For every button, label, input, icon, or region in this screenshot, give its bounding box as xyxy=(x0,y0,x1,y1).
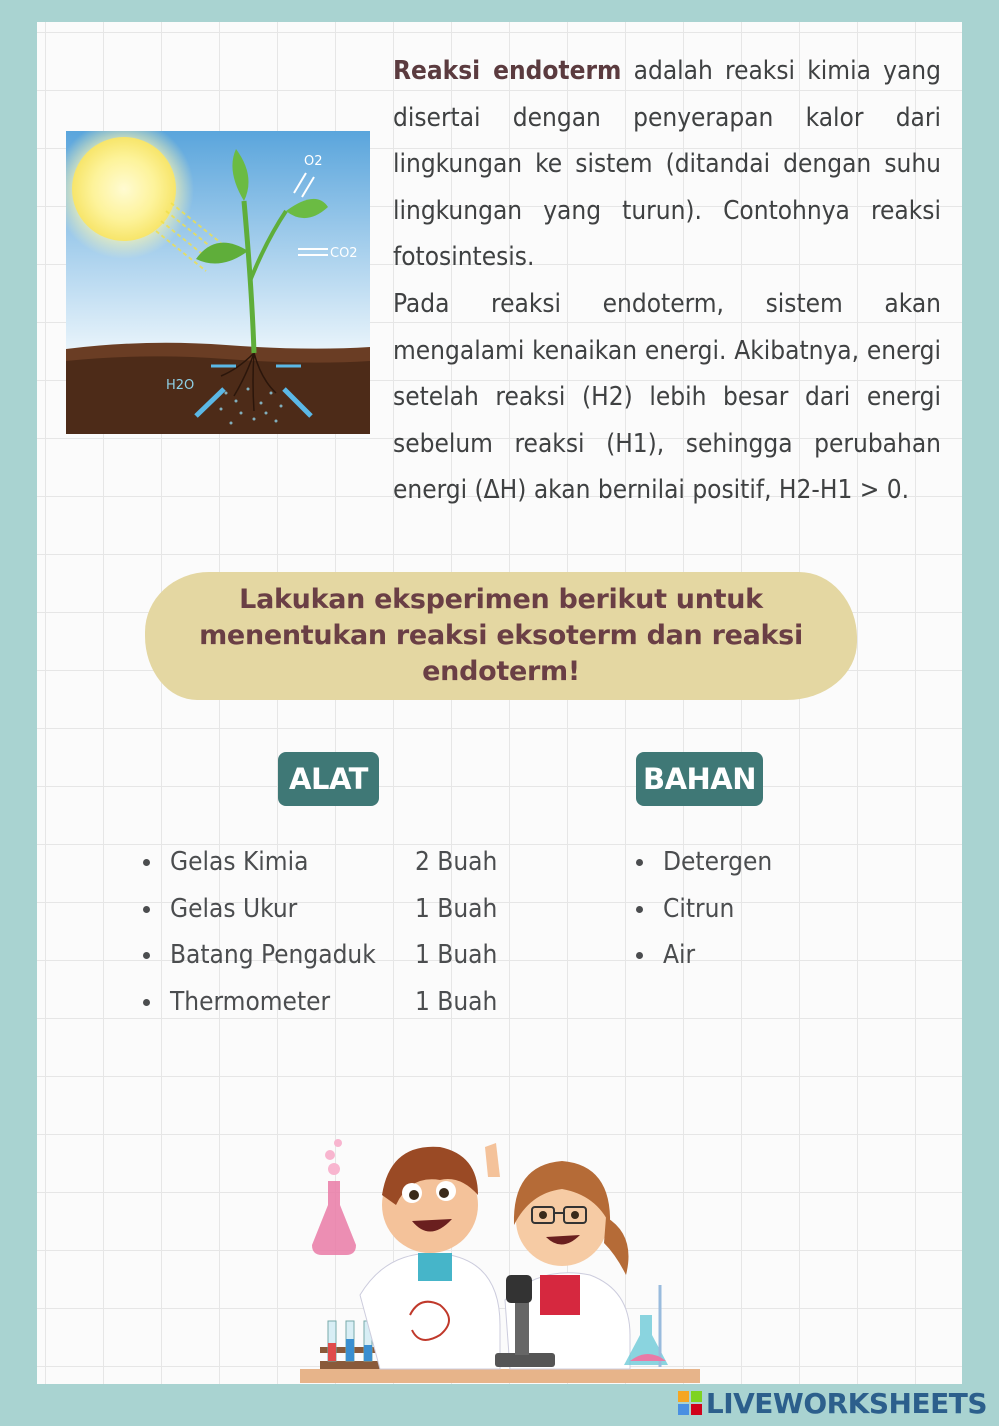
bullet-icon xyxy=(636,859,643,866)
h2o-label: H2O xyxy=(166,378,195,393)
endoterm-explanation: Pada reaksi endoterm, sistem akan mengalami kenaikan energi. Akibatnya, energi setelah reaksi (H2) lebih besar dari energi sebelum reaksi (H1), sehingga perubahan energi (ΔH) akan bernilai positif, H2-H1 > 0. xyxy=(393,289,941,506)
liveworksheets-logo xyxy=(678,1385,987,1421)
list-item xyxy=(143,886,523,933)
bullet-icon xyxy=(636,952,643,959)
list-item xyxy=(636,886,836,933)
alat-name: Batang Pengaduk xyxy=(170,940,376,970)
bullet-icon xyxy=(143,999,150,1006)
scientist-kids-illustration xyxy=(300,1125,700,1385)
definition-text: adalah reaksi kimia yang disertai dengan penyerapan kalor dari lingkungan ke sistem (ditandai dengan suhu lingkungan yang turun). Contohnya reaksi fotosintesis. xyxy=(393,56,941,273)
bullet-icon xyxy=(143,859,150,866)
alat-qty: 2 Buah xyxy=(415,847,498,877)
bahan-heading: BAHAN xyxy=(636,752,763,806)
photosynthesis-illustration xyxy=(66,131,370,434)
liveworksheets-icon xyxy=(678,1391,702,1415)
alat-name: Thermometer xyxy=(170,986,331,1017)
banner-text: Lakukan eksperimen berikut untuk menentukan reaksi eksoterm dan reaksi endoterm! xyxy=(199,584,803,687)
list-item xyxy=(636,932,836,979)
alat-qty: 1 Buah xyxy=(415,986,498,1017)
brand-text: LIVEWORKSHEETS xyxy=(705,1386,987,1420)
co2-label: CO2 xyxy=(330,246,358,261)
bahan-name: Detergen xyxy=(663,847,773,877)
bahan-name: Air xyxy=(663,940,696,970)
instruction-banner xyxy=(145,572,857,700)
term-reaksi-endoterm: Reaksi endoterm xyxy=(393,56,622,86)
list-item xyxy=(143,839,523,886)
o2-label: O2 xyxy=(304,154,323,169)
bullet-icon xyxy=(636,906,643,913)
bullet-icon xyxy=(143,906,150,913)
alat-heading: ALAT xyxy=(278,752,379,806)
list-item xyxy=(636,839,836,886)
bahan-name: Citrun xyxy=(663,893,735,924)
alat-name: Gelas Kimia xyxy=(170,847,309,877)
alat-list xyxy=(143,839,523,1025)
list-item xyxy=(143,979,523,1026)
endoterm-definition xyxy=(393,48,941,281)
alat-name: Gelas Ukur xyxy=(170,893,298,924)
bullet-icon xyxy=(143,952,150,959)
alat-qty: 1 Buah xyxy=(415,893,498,924)
bahan-list xyxy=(636,839,836,979)
alat-qty: 1 Buah xyxy=(415,940,498,970)
list-item xyxy=(143,932,523,979)
